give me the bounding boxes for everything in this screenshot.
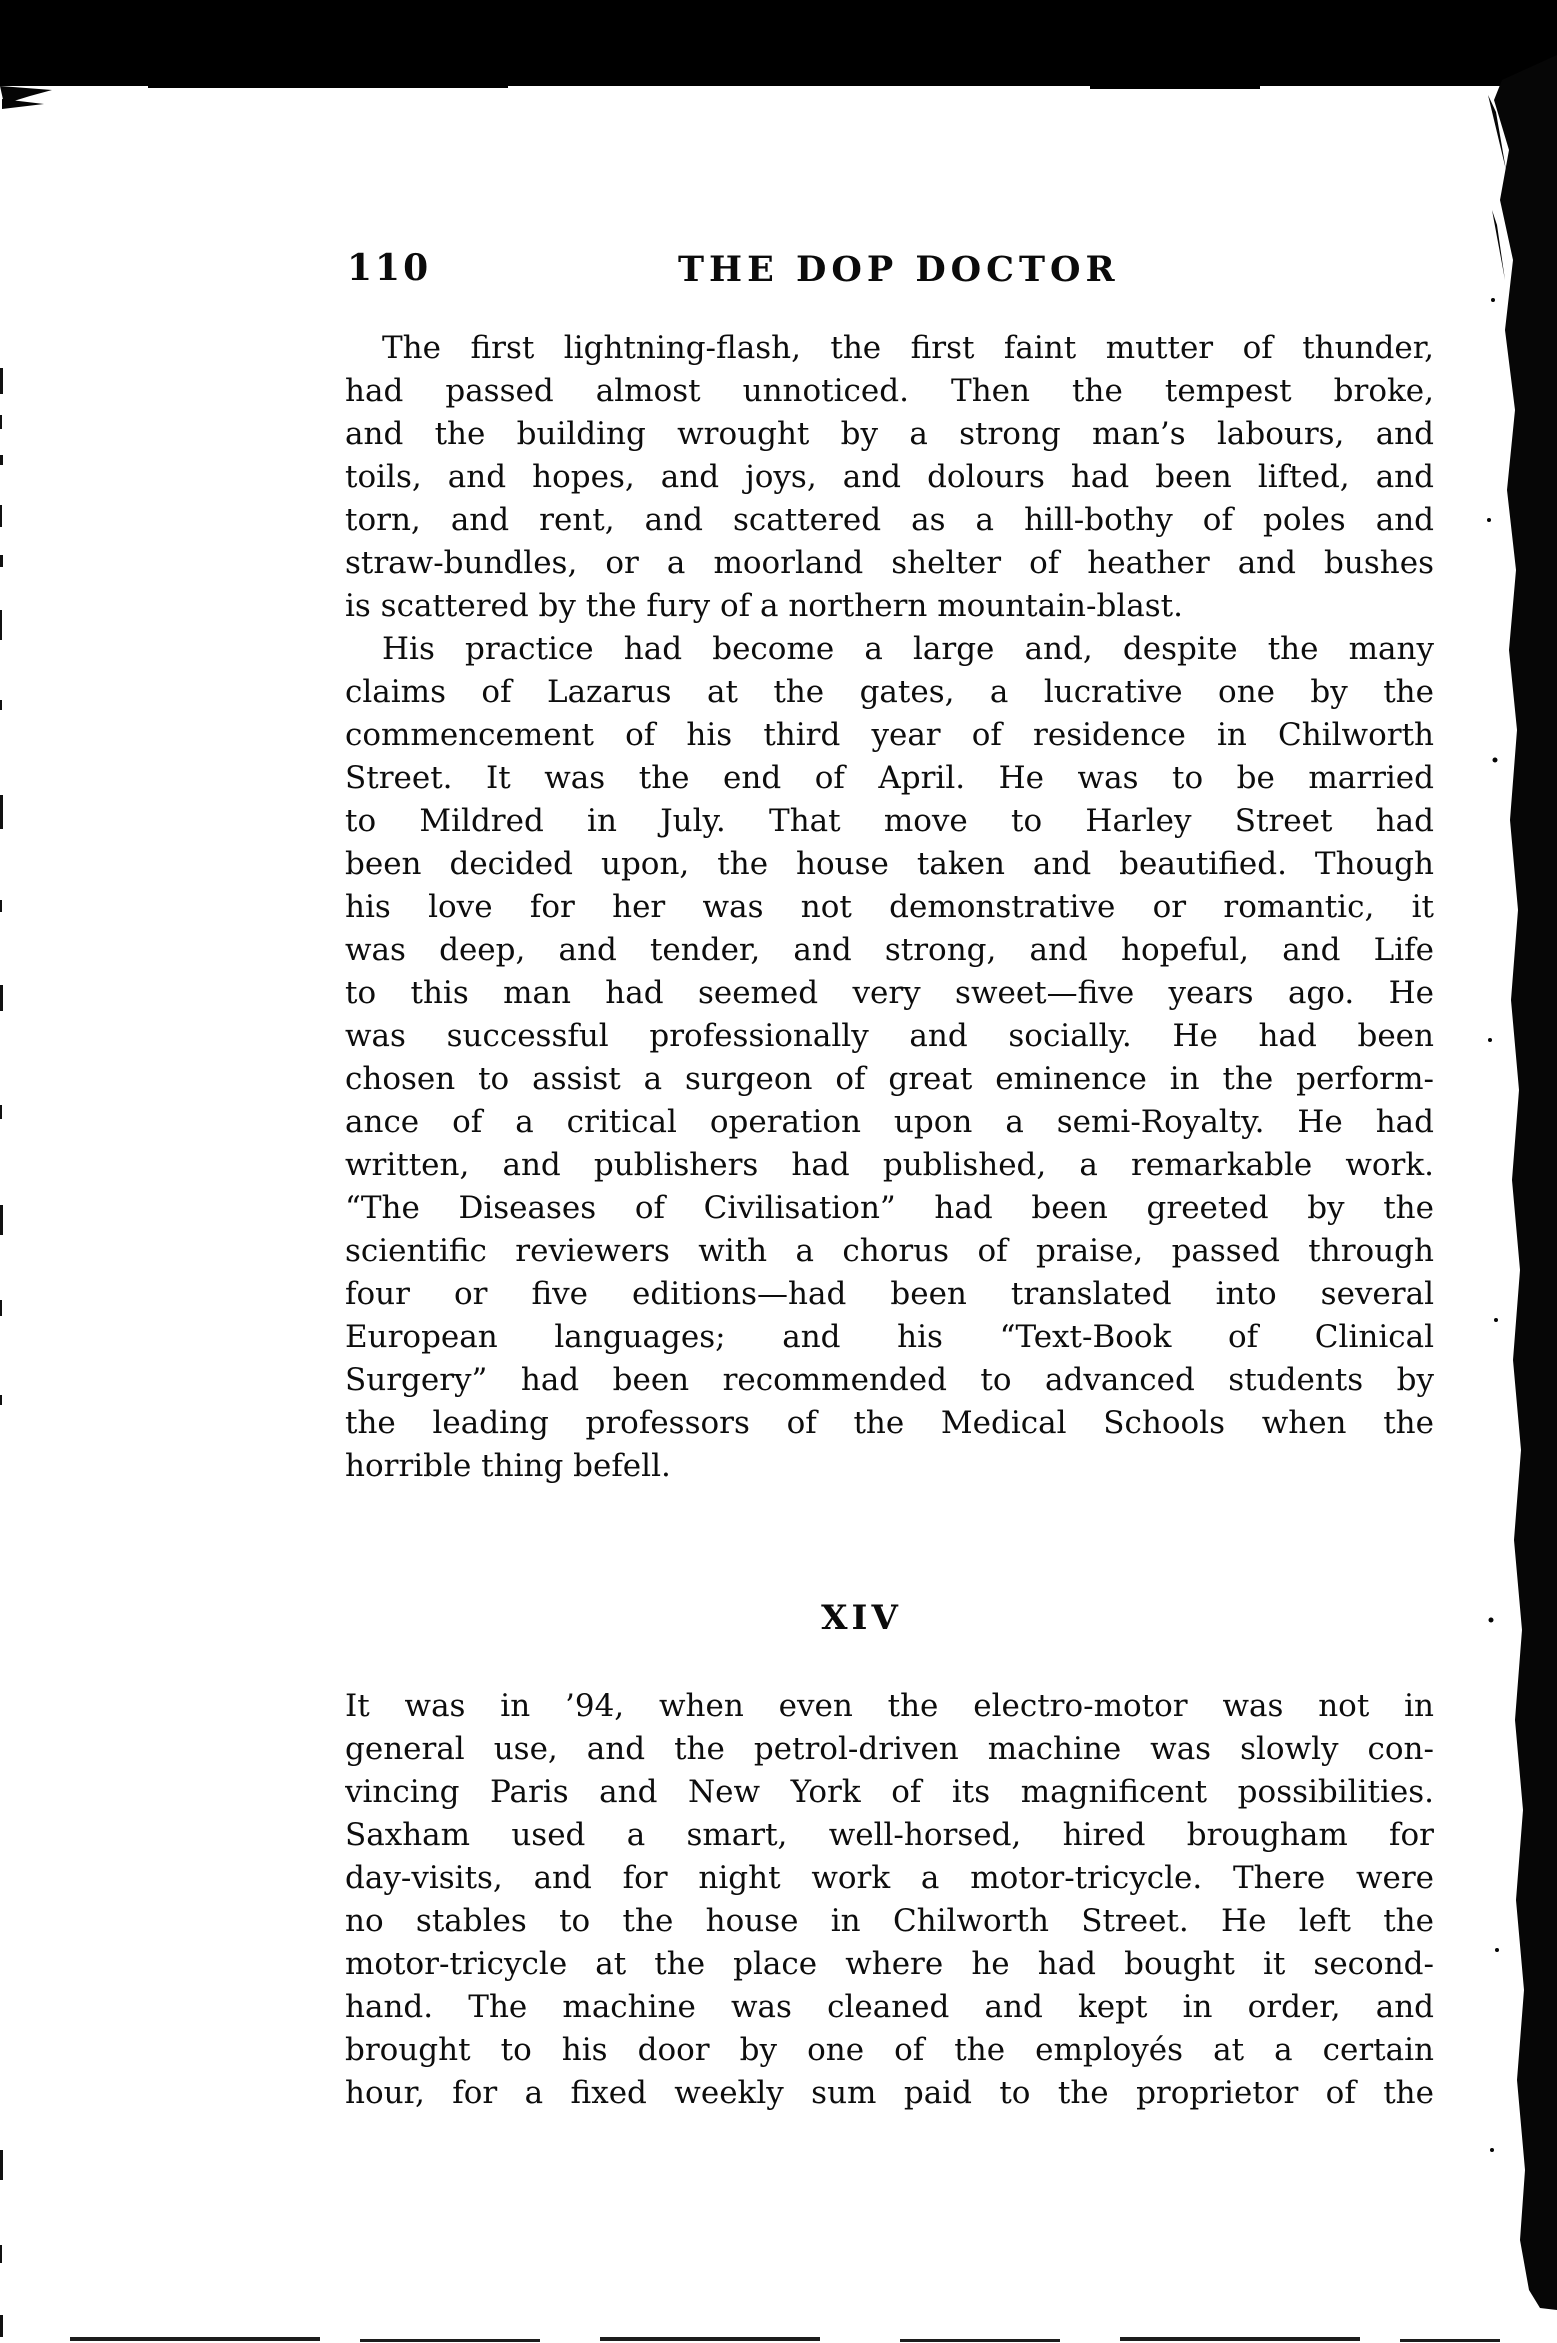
text-line: the leading professors of the Medical Schools when the [345,1405,1434,1441]
running-title: THE DOP DOCTOR [678,249,1120,290]
scan-right-edge [1487,55,1557,2310]
text-line: to Mildred in July. That move to Harley Street had [345,803,1434,839]
text-line: to this man had seemed very sweet—five years ago. He [345,975,1434,1011]
text-line: motor-tricycle at the place where he had bought it second- [345,1946,1434,1982]
paragraph [345,327,1434,628]
text-line: It was in ’94, when even the electro-motor was not in [345,1688,1434,1724]
text-line: hour, for a fixed weekly sum paid to the proprietor of the [345,2075,1434,2111]
text-line: was deep, and tender, and strong, and hopeful, and Life [345,932,1434,968]
text-line: general use, and the petrol-driven machine was slowly con- [345,1731,1434,1767]
chapter-heading: XIV [821,1598,902,1638]
scan-corner-mark [0,86,52,109]
text-line: toils, and hopes, and joys, and dolours had been lifted, and [345,459,1434,495]
text-line: his love for her was not demonstrative or romantic, it [345,889,1434,925]
text-line: Surgery” had been recommended to advanced students by [345,1362,1434,1398]
text-line: The first lightning-flash, the first faint mutter of thunder, [382,330,1434,366]
text-line: ance of a critical operation upon a semi-Royalty. He had [345,1104,1434,1140]
text-line: “The Diseases of Civilisation” had been greeted by the [345,1190,1434,1226]
text-line: scientific reviewers with a chorus of praise, passed through [345,1233,1434,1269]
text-line: commencement of his third year of residence in Chilworth [345,717,1434,753]
scan-left-edge-marks [0,368,3,2337]
text-line: was successful professionally and socially. He had been [345,1018,1434,1054]
text-line: no stables to the house in Chilworth Street. He left the [345,1903,1434,1939]
text-line: horrible thing befell. [345,1448,671,1484]
text-line: torn, and rent, and scattered as a hill-bothy of poles and [345,502,1434,538]
page-number: 110 [347,247,432,289]
paragraph [345,628,1434,1488]
body-text [345,327,1434,2115]
scan-bottom-marks [70,2337,1500,2342]
paragraph [345,1685,1434,2115]
text-line: straw-bundles, or a moorland shelter of heather and bushes [345,545,1434,581]
text-line: day-visits, and for night work a motor-tricycle. There were [345,1860,1434,1896]
text-line: and the building wrought by a strong man’s labours, and [345,416,1434,452]
scan-top-band [0,0,1557,89]
text-line: His practice had become a large and, despite the many [382,631,1434,667]
text-line: European languages; and his “Text-Book of Clinical [345,1319,1434,1355]
text-line: Saxham used a smart, well-horsed, hired brougham for [345,1817,1434,1853]
text-line: vincing Paris and New York of its magnificent possibilities. [345,1774,1434,1810]
text-line: brought to his door by one of the employés at a certain [345,2032,1434,2068]
text-line: hand. The machine was cleaned and kept in order, and [345,1989,1434,2025]
text-line: is scattered by the fury of a northern mountain-blast. [345,588,1183,624]
text-line: written, and publishers had published, a remarkable work. [345,1147,1434,1183]
text-line: four or five editions—had been translated into several [345,1276,1434,1312]
text-line: Street. It was the end of April. He was to be married [345,760,1434,796]
text-line: claims of Lazarus at the gates, a lucrative one by the [345,674,1434,710]
text-line: had passed almost unnoticed. Then the tempest broke, [345,373,1434,409]
text-line: chosen to assist a surgeon of great eminence in the perform- [345,1061,1434,1097]
text-line: been decided upon, the house taken and beautified. Though [345,846,1434,882]
